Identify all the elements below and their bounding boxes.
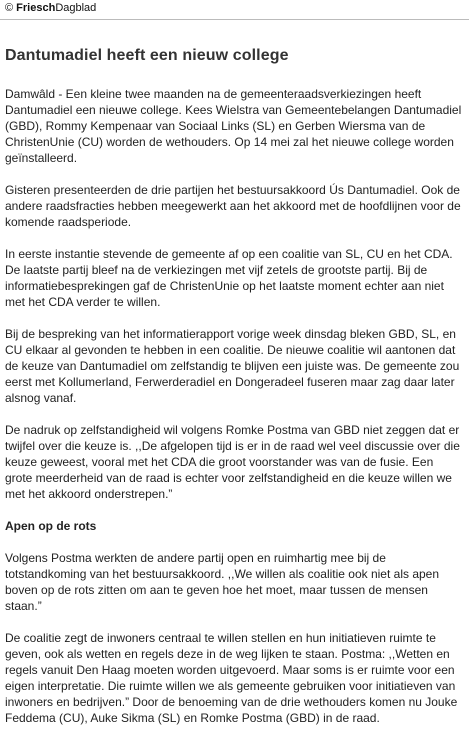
article-paragraph: Damwâld - Een kleine twee maanden na de gemeenteraadsverkiezingen heeft Dantumadiel een nieuwe college. Kees Wielstra van Gemeentebelangen Dantumadiel (GBD), Rommy Kempenaar van Sociaal Links (SL) en Gerben Wiersma van de ChristenUnie (CU) worden de wethouders. Op 14 mei zal het nieuwe college worden geïnstalleerd. [5,87,462,165]
article-headline: Dantumadiel heeft een nieuw college [5,47,289,64]
copyright-symbol: © [5,2,14,14]
article-subheading: Apen op de rots [5,519,97,533]
masthead [5,2,96,15]
article [5,46,463,742]
brand-name-bold: Friesch [16,2,56,14]
header-divider [0,19,469,20]
article-paragraph: De nadruk op zelfstandigheid wil volgens Romke Postma van GBD niet zeggen dat er twijfel over die keuze is. ,,De afgelopen tijd is er in de raad wel veel discussie over die keuze geweest, vooral met het CDA die groot voorstander was van de fusie. Een grote meerderheid van de raad is echter voor zelfstandigheid en die keuze willen we met het akkoord onderstrepen.” [5,423,460,501]
article-paragraph: In eerste instantie stevende de gemeente af op een coalitie van SL, CU en het CDA. De laatste partij bleef na de verkiezingen met vijf zetels de grootste partij. Bij de informatiebesprekingen gaf de ChristenUnie op het laatste moment echter aan niet met het CDA verder te willen. [5,247,453,309]
article-paragraph: Volgens Postma werkten de andere partij open en ruimhartig mee bij de totstandkoming van het bestuursakkoord. ,,We willen als coalitie ook niet als apen boven op de rots zitten om aan te geven hoe het moet, maar tussen de mensen staan.” [5,551,440,613]
article-paragraph: De coalitie zegt de inwoners centraal te willen stellen en hun initiatieven ruimte te geven, ook als wetten en regels deze in de weg lijken te staan. Postma: ,,Wetten en regels vanuit Den Haag moeten worden uitgevoerd. Maar soms is er ruimte voor een eigen interpretatie. Die ruimte willen we als gemeente gebruiken voor initiatieven van inwoners en bedrijven.” Door de benoeming van de drie wethouders komen nu Jouke Feddema (CU), Auke Sikma (SL) en Romke Postma (GBD) in de raad. [5,631,458,725]
brand-name-light: Dagblad [55,2,97,14]
article-paragraph: Bij de bespreking van het informatierapport vorige week dinsdag bleken GBD, SL, en CU elkaar al gevonden te hebben in een coalitie. De nieuwe coalitie wil aantonen dat de keuze van Dantumadiel om zelfstandig te blijven een juiste was. De gemeente zou eerst met Kollumerland, Ferwerderadiel en Dongeradeel fuseren maar zag daar later alsnog vanaf. [5,327,460,405]
article-paragraph: Gisteren presenteerden de drie partijen het bestuursakkoord Ús Dantumadiel. Ook de andere raadsfracties hebben meegewerkt aan het akkoord met de hoofdlijnen voor de komende raadsperiode. [5,183,461,229]
